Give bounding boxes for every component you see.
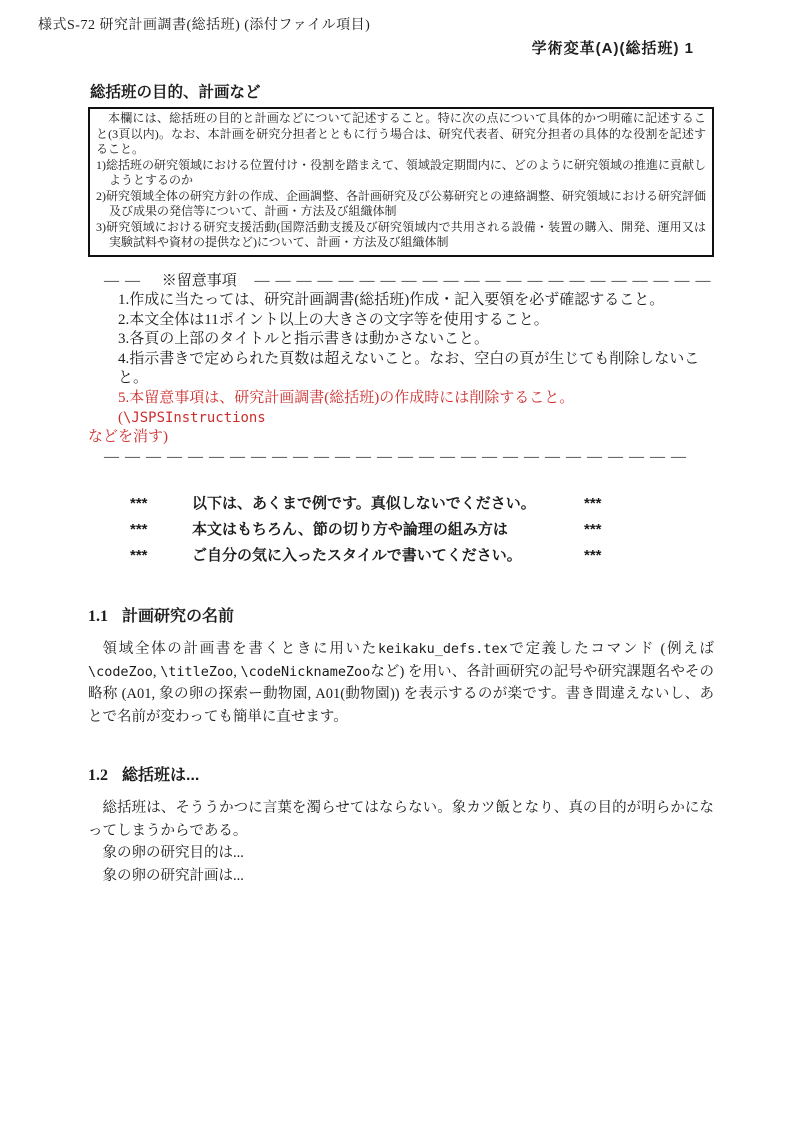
notes-header-label: ※留意事項	[161, 272, 237, 289]
note-item-4: 4.指示書きで定められた頁数は超えないこと。なお、空白の頁が生じても削除しないこと。	[118, 350, 700, 387]
notes-block	[88, 272, 717, 468]
subsection-heading-1-2	[88, 762, 714, 785]
instruction-item-2: 2)研究領域全体の研究方針の作成、企画調整、各計画研究及び公募研究との連絡調整、研究領域における研究評価及び成果の発信等について、計画・方法及び組織体制	[96, 188, 707, 218]
notes-header-dashes: ——————————————————————	[254, 272, 717, 289]
subsection-number: 1.1	[88, 608, 108, 626]
note-item-2: 2.本文全体は11ポイント以上の大きさの文字等を使用すること。	[118, 311, 549, 328]
asterisks-left: ***	[130, 495, 148, 513]
subsection-heading-1-1	[88, 603, 714, 626]
subsection-1-2-paragraph: 総括班は、そううかつに言葉を濁らせてはならない。象カツ飯となり、真の目的が明らかになってしまうからである。	[88, 800, 714, 839]
instruction-intro: 本欄には、総括班の目的と計画などについて記述すること。特に次の点について具体的かつ明確に記述すること(3頁以内)。なお、本計画を研究分担者とともに行う場合は、研究代表者、研究分担者の具体的な役割を記述すること。	[96, 111, 706, 156]
banner-row	[130, 543, 714, 569]
example-banner	[130, 491, 714, 569]
banner-text: ご自分の気に入ったスタイルで書いてください。	[192, 547, 522, 565]
notes-header	[88, 272, 717, 292]
note-item-3: 3.各頁の上部のタイトルと指示書きは動かさないこと。	[118, 331, 489, 348]
notes-header-prefix-dashes: ——	[104, 272, 146, 289]
asterisks-right: ***	[584, 495, 602, 513]
banner-text: 本文はもちろん、節の切り方や論理の組み方は	[192, 521, 508, 539]
subsection-title-text: 総括班は...	[122, 767, 200, 785]
asterisks-right: ***	[584, 547, 602, 565]
subsection-number: 1.2	[88, 767, 108, 785]
subsection-1-2-line: 象の卵の研究計画は...	[102, 867, 244, 884]
page-header-right: 学術変革(A)(総括班) 1	[531, 40, 694, 57]
asterisks-left: ***	[130, 547, 148, 565]
instruction-item-3: 3)研究領域における研究支援活動(国際活動支援及び研究領域内で共用される設備・装置の購入、開発、運用又は実験試料や資材の提供など)について、計画・方法及び組織体制	[96, 219, 706, 249]
section-title: 総括班の目的、計画など	[90, 84, 261, 101]
subsection-title-text: 計画研究の名前	[122, 608, 235, 626]
notes-footer-dashes: ————————————————————————————	[104, 448, 692, 465]
instruction-item-1: 1)総括班の研究領域における位置付け・役割を踏まえて、領域設定期間内に、どのように研究領域の推進に貢献しようとするのか	[96, 157, 706, 187]
asterisks-right: ***	[584, 521, 602, 539]
subsection-1-2-line: 象の卵の研究目的は...	[102, 845, 244, 862]
note-item-5: 5.本留意事項は、研究計画調書(総括班)の作成時には削除すること。(\JSPSInstructions	[118, 390, 575, 426]
form-code-header: 様式S-72 研究計画調書(総括班) (添付ファイル項目)	[38, 18, 371, 33]
banner-row	[130, 517, 714, 543]
asterisks-left: ***	[130, 521, 148, 539]
page-body	[88, 0, 717, 887]
instruction-box	[88, 107, 714, 257]
banner-text: 以下は、あくまで例です。真似しないでください。	[192, 495, 536, 513]
note-item-5-continuation: などを消す)	[88, 429, 168, 446]
note-item-1: 1.作成に当たっては、研究計画調書(総括班)作成・記入要領を必ず確認すること。	[118, 292, 665, 309]
banner-row	[130, 491, 714, 517]
subsection-1-1-paragraph: 領域全体の計画書を書くときに用いたkeikaku_defs.texで定義したコマンド (例えば\codeZoo, \titleZoo, \codeNicknameZooなど) を用い、各計画研究の記号や研究課題名やその略称 (A01, 象の卵の探索ー動物園, A01(動物園)) を表示するのが楽です。書き間違えないし、あとで名前が変わっても簡単に直せます。	[88, 641, 715, 725]
